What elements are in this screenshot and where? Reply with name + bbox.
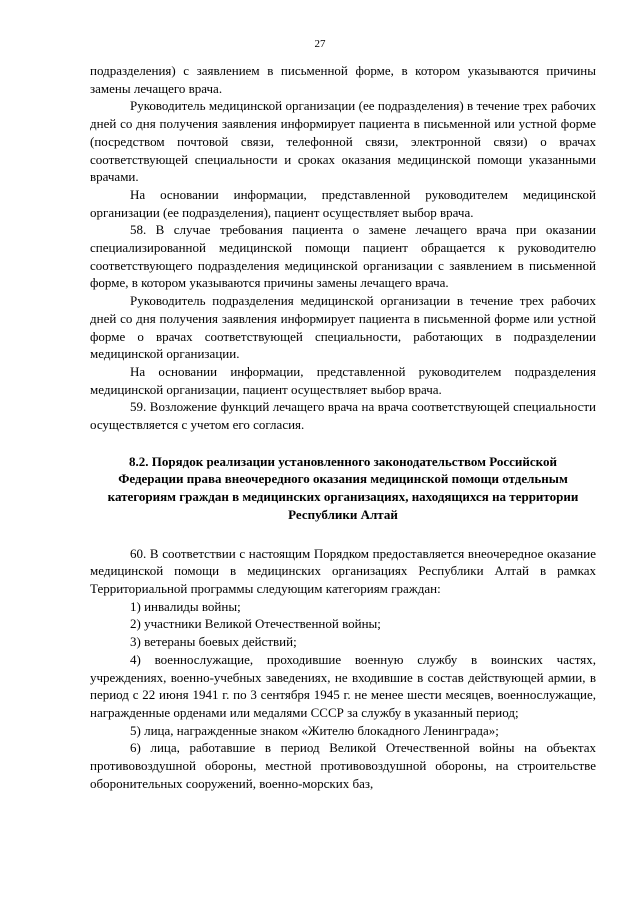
paragraph: 5) лица, награжденные знаком «Жителю блокадного Ленинграда»; [130,722,499,738]
document-body [90,62,596,792]
paragraph: 59. Возложение функций лечащего врача на врача соответствующей специальности осуществляется с учетом его согласия. [90,399,596,433]
paragraph: На основании информации, представленной руководителем подразделения медицинской организации, пациент осуществляет выбор врача. [90,363,596,397]
paragraph: 58. В случае требования пациента о замене лечащего врача при оказании специализированной медицинской помощи пациент обращается к руководителю соответствующего подразделения медицинской организации с заявлением в письменной форме, в котором указываются причины замены лечащего врача. [90,222,596,291]
section-heading: 8.2. Порядок реализации установленного законодательством Российской Федерации права внеочередного оказания медицинской помощи отдельным категориям граждан в медицинских организациях, находящихся на территории Республики Алтай [107,453,579,522]
paragraph: 3) ветераны боевых действий; [130,634,297,650]
paragraph: подразделения) с заявлением в письменной форме, в котором указываются причины замены лечащего врача. [90,63,596,96]
paragraph: 1) инвалиды войны; [130,598,241,614]
paragraph-group-top [90,62,596,434]
paragraph: Руководитель подразделения медицинской организации в течение трех рабочих дней со дня получения заявления информирует пациента в письменной форме или устной форме о врачах соответствующей специальности, работающих в подразделении медицинской организации. [90,293,596,362]
paragraph: Руководитель медицинской организации (ее подразделения) в течение трех рабочих дней со дня получения заявления информирует пациента в письменной или устной форме (посредством почтовой связи, телефонной связи, электронной связи) о врачах соответствующей специальности и сроках оказания медицинской помощи указанными врачами. [90,98,596,185]
paragraph-group-bottom [90,545,596,793]
paragraph: 4) военнослужащие, проходившие военную службу в воинских частях, учреждениях, военно-учебных заведениях, не входившие в состав действующей армии, в период с 22 июня 1941 г. по 3 сентября 1945 г. не менее шести месяцев, военнослужащие, награжденные орденами или медалями СССР за службу в указанный период; [90,651,596,720]
paragraph: 60. В соответствии с настоящим Порядком предоставляется внеочередное оказание медицинской помощи в медицинских организациях Республики Алтай в рамках Территориальной программы следующим категориям граждан: [90,545,596,596]
paragraph: 2) участники Великой Отечественной войны; [130,616,381,632]
page-number: 27 [314,38,326,50]
paragraph: На основании информации, представленной руководителем медицинской организации (ее подразделения), пациент осуществляет выбор врача. [90,186,596,220]
paragraph: 6) лица, работавшие в период Великой Отечественной войны на объектах противовоздушной обороны, местной противовоздушной обороны, на строительстве оборонительных сооружений, военно-морских баз, [90,740,596,791]
